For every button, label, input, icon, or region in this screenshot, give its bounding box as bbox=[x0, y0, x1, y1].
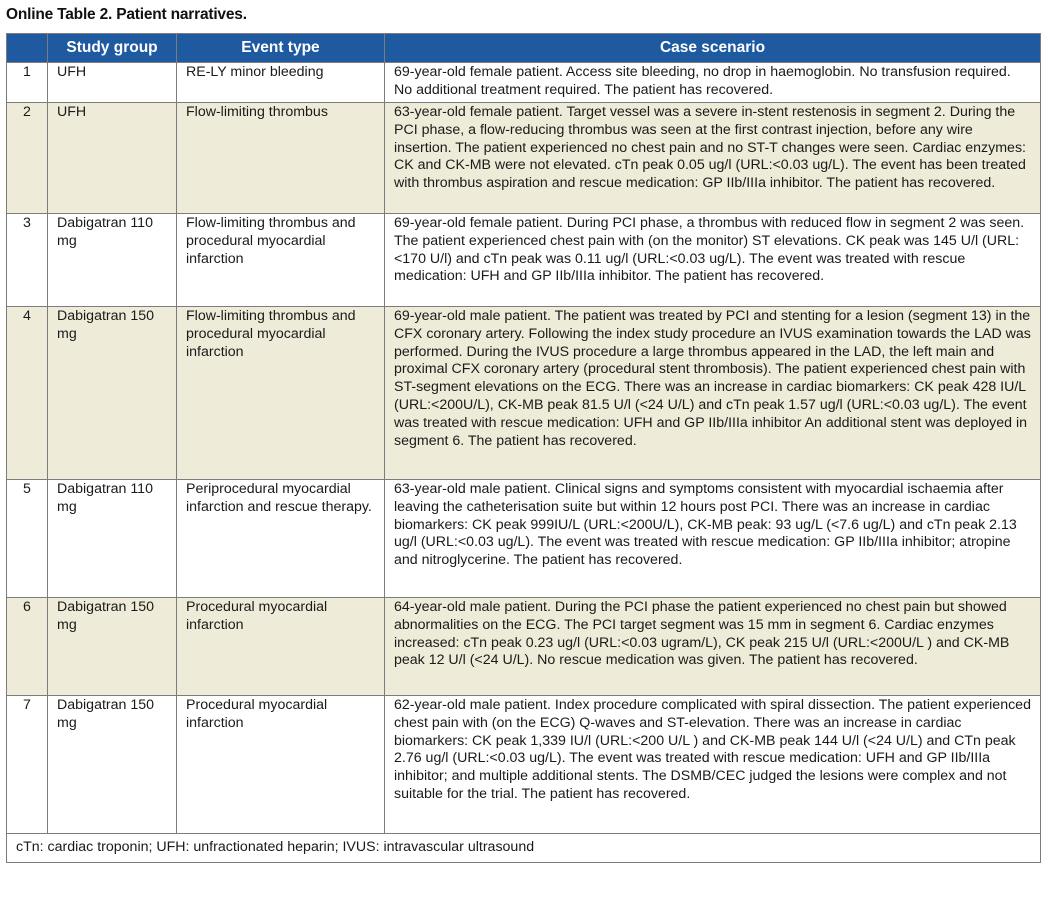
patient-narratives-table bbox=[6, 33, 1041, 863]
event-type-cell: Flow-limiting thrombus and procedural myocardial infarction bbox=[177, 307, 385, 480]
case-scenario-cell: 63-year-old male patient. Clinical signs and symptoms consistent with myocardial ischaemia after leaving the catheterisation suite but within 12 hours post PCI. There was an increase in cardiac biomarkers: CK peak 999IU/L (URL:<200U/L), CK-MB peak: 93 ug/L (<7.6 ug/L) and cTn peak 2.13 ug/l (URL:<0.03 ug/L). The event was treated with rescue medication: GP IIb/IIIa inhibitor; atropine and nitroglycerine. The patient has recovered. bbox=[385, 480, 1041, 598]
row-number: 6 bbox=[7, 598, 48, 696]
column-header-event-type: Event type bbox=[177, 34, 385, 63]
study-group-cell: Dabigatran 110 mg bbox=[48, 214, 177, 307]
table-header-row bbox=[7, 34, 1041, 63]
table-row bbox=[7, 63, 1041, 103]
case-scenario-cell: 69-year-old male patient. The patient was treated by PCI and stenting for a lesion (segment 13) in the CFX coronary artery. Following the index study procedure an IVUS examination towards the LAD was performed. During the IVUS procedure a large thrombus appeared in the LAD, the left main and proximal CFX coronary artery (procedural stent thrombosis). The patient experienced chest pain with ST-segment elevations on the ECG. There was an increase in cardiac biomarkers: CK peak 428 IU/L (URL:<200U/L), CK-MB peak 81.5 U/l (<24 U/L) and cTn peak 1.57 ug/l (URL:<0.03 ug/L). The event was treated with rescue medication: UFH and GP IIb/IIIa inhibitor An additional stent was deployed in segment 6. The patient has recovered. bbox=[385, 307, 1041, 480]
case-scenario-cell: 62-year-old male patient. Index procedure complicated with spiral dissection. The patient experienced chest pain with (on the ECG) Q-waves and ST-elevation. There was an increase in cardiac biomarkers: CK peak 1,339 IU/l (URL:<200 U/L ) and CK-MB peak 144 U/l (<24 U/L) and CTn peak 2.76 ug/l (URL:<0.03 ug/L). The event was treated with rescue medication: UFH and GP IIb/IIIa inhibitor; and multiple additional stents. The DSMB/CEC judged the lesions were complex and not suitable for the trial. The patient has recovered. bbox=[385, 696, 1041, 834]
study-group-cell: UFH bbox=[48, 103, 177, 214]
event-type-cell: Procedural myocardial infarction bbox=[177, 598, 385, 696]
row-number: 4 bbox=[7, 307, 48, 480]
column-header-number bbox=[7, 34, 48, 63]
case-scenario-cell: 63-year-old female patient. Target vessel was a severe in-stent restenosis in segment 2. During the PCI phase, a flow-reducing thrombus was seen at the first contrast injection, before any wire insertion. The patient experienced no chest pain and no ST-T changes were seen. Cardiac enzymes: CK and CK-MB were not elevated. cTn peak 0.05 ug/l (URL:<0.03 ug/L). The event has been treated with thrombus aspiration and rescue medication: GP IIb/IIIa inhibitor. The patient has recovered. bbox=[385, 103, 1041, 214]
table-footnote-row bbox=[7, 834, 1041, 863]
table-row bbox=[7, 307, 1041, 480]
table-caption: Online Table 2. Patient narratives. bbox=[6, 6, 247, 23]
table-footnote: cTn: cardiac troponin; UFH: unfractionated heparin; IVUS: intravascular ultrasound bbox=[7, 834, 1041, 863]
table-row bbox=[7, 598, 1041, 696]
event-type-cell: RE-LY minor bleeding bbox=[177, 63, 385, 103]
event-type-cell: Flow-limiting thrombus bbox=[177, 103, 385, 214]
row-number: 3 bbox=[7, 214, 48, 307]
column-header-case-scenario: Case scenario bbox=[385, 34, 1041, 63]
study-group-cell: Dabigatran 110 mg bbox=[48, 480, 177, 598]
case-scenario-cell: 69-year-old female patient. Access site bleeding, no drop in haemoglobin. No transfusion required. No additional treatment required. The patient has recovered. bbox=[385, 63, 1041, 103]
table-row bbox=[7, 480, 1041, 598]
row-number: 5 bbox=[7, 480, 48, 598]
case-scenario-cell: 64-year-old male patient. During the PCI phase the patient experienced no chest pain but showed abnormalities on the ECG. The PCI target segment was 15 mm in segment 6. Cardiac enzymes increased: cTn peak 0.23 ug/l (URL:<0.03 ugram/L), CK peak 215 U/l (URL:<200U/L ) and CK-MB peak 12 U/l (<24 U/L). No rescue medication was given. The patient has recovered. bbox=[385, 598, 1041, 696]
row-number: 1 bbox=[7, 63, 48, 103]
table-row bbox=[7, 214, 1041, 307]
event-type-cell: Flow-limiting thrombus and procedural myocardial infarction bbox=[177, 214, 385, 307]
column-header-study-group: Study group bbox=[48, 34, 177, 63]
row-number: 7 bbox=[7, 696, 48, 834]
event-type-cell: Periprocedural myocardial infarction and rescue therapy. bbox=[177, 480, 385, 598]
event-type-cell: Procedural myocardial infarction bbox=[177, 696, 385, 834]
study-group-cell: Dabigatran 150 mg bbox=[48, 696, 177, 834]
table-row bbox=[7, 696, 1041, 834]
table-row bbox=[7, 103, 1041, 214]
study-group-cell: Dabigatran 150 mg bbox=[48, 307, 177, 480]
case-scenario-cell: 69-year-old female patient. During PCI phase, a thrombus with reduced flow in segment 2 was seen. The patient experienced chest pain with (on the monitor) ST elevations. CK peak was 145 U/l (URL:<170 U/l) and cTn peak was 0.11 ug/l (URL:<0.03 ug/L). The event was treated with rescue medication: UFH and GP IIb/IIIa inhibitor. The patient has recovered. bbox=[385, 214, 1041, 307]
row-number: 2 bbox=[7, 103, 48, 214]
study-group-cell: UFH bbox=[48, 63, 177, 103]
study-group-cell: Dabigatran 150 mg bbox=[48, 598, 177, 696]
